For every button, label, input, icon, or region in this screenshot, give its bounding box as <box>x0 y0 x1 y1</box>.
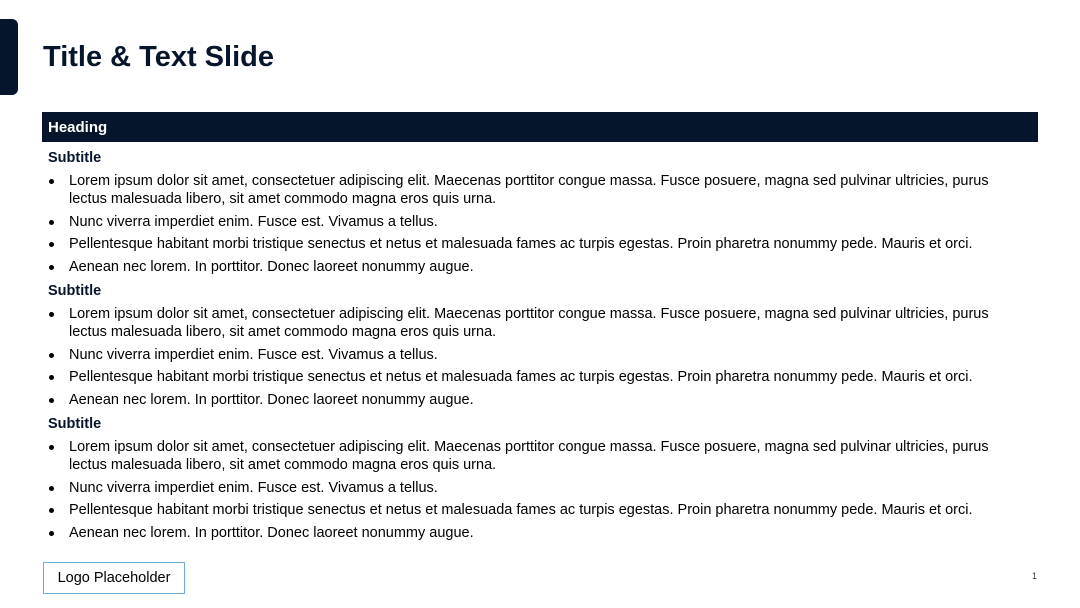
bullet-item: Pellentesque habitant morbi tristique senectus et netus et malesuada fames ac turpis egestas. Proin pharetra nonummy pede. Mauris et orci. <box>48 368 1029 386</box>
bullet-item: Lorem ipsum dolor sit amet, consectetuer adipiscing elit. Maecenas porttitor congue massa. Fusce posuere, magna sed pulvinar ultricies, purus lectus malesuada libero, sit amet commodo magna eros quis urna. <box>48 438 1029 474</box>
bullet-item: Pellentesque habitant morbi tristique senectus et netus et malesuada fames ac turpis egestas. Proin pharetra nonummy pede. Mauris et orci. <box>48 235 1029 253</box>
section <box>48 149 1038 282</box>
bullet-item: Nunc viverra imperdiet enim. Fusce est. Vivamus a tellus. <box>48 479 1029 497</box>
section <box>48 415 1038 548</box>
logo-placeholder: Logo Placeholder <box>43 562 185 594</box>
slide-title: Title & Text Slide <box>43 41 274 73</box>
bullet-item: Pellentesque habitant morbi tristique senectus et netus et malesuada fames ac turpis egestas. Proin pharetra nonummy pede. Mauris et orci. <box>48 501 1029 519</box>
section-subtitle: Subtitle <box>48 150 102 166</box>
bullet-item: Lorem ipsum dolor sit amet, consectetuer adipiscing elit. Maecenas porttitor congue massa. Fusce posuere, magna sed pulvinar ultricies, purus lectus malesuada libero, sit amet commodo magna eros quis urna. <box>48 172 1029 208</box>
heading-bar: Heading <box>42 112 1038 142</box>
bullet-list <box>48 438 1038 542</box>
section-subtitle: Subtitle <box>48 416 102 432</box>
bullet-list <box>48 172 1038 276</box>
section <box>48 282 1038 415</box>
section-subtitle: Subtitle <box>48 283 102 299</box>
slide-content <box>48 149 1038 548</box>
page-number: 1 <box>1032 571 1038 581</box>
slide-accent-tab <box>0 19 18 95</box>
bullet-item: Aenean nec lorem. In porttitor. Donec laoreet nonummy augue. <box>48 524 1029 542</box>
bullet-item: Aenean nec lorem. In porttitor. Donec laoreet nonummy augue. <box>48 258 1029 276</box>
bullet-item: Nunc viverra imperdiet enim. Fusce est. Vivamus a tellus. <box>48 213 1029 231</box>
bullet-item: Aenean nec lorem. In porttitor. Donec laoreet nonummy augue. <box>48 391 1029 409</box>
bullet-item: Nunc viverra imperdiet enim. Fusce est. Vivamus a tellus. <box>48 346 1029 364</box>
bullet-list <box>48 305 1038 409</box>
bullet-item: Lorem ipsum dolor sit amet, consectetuer adipiscing elit. Maecenas porttitor congue massa. Fusce posuere, magna sed pulvinar ultricies, purus lectus malesuada libero, sit amet commodo magna eros quis urna. <box>48 305 1029 341</box>
